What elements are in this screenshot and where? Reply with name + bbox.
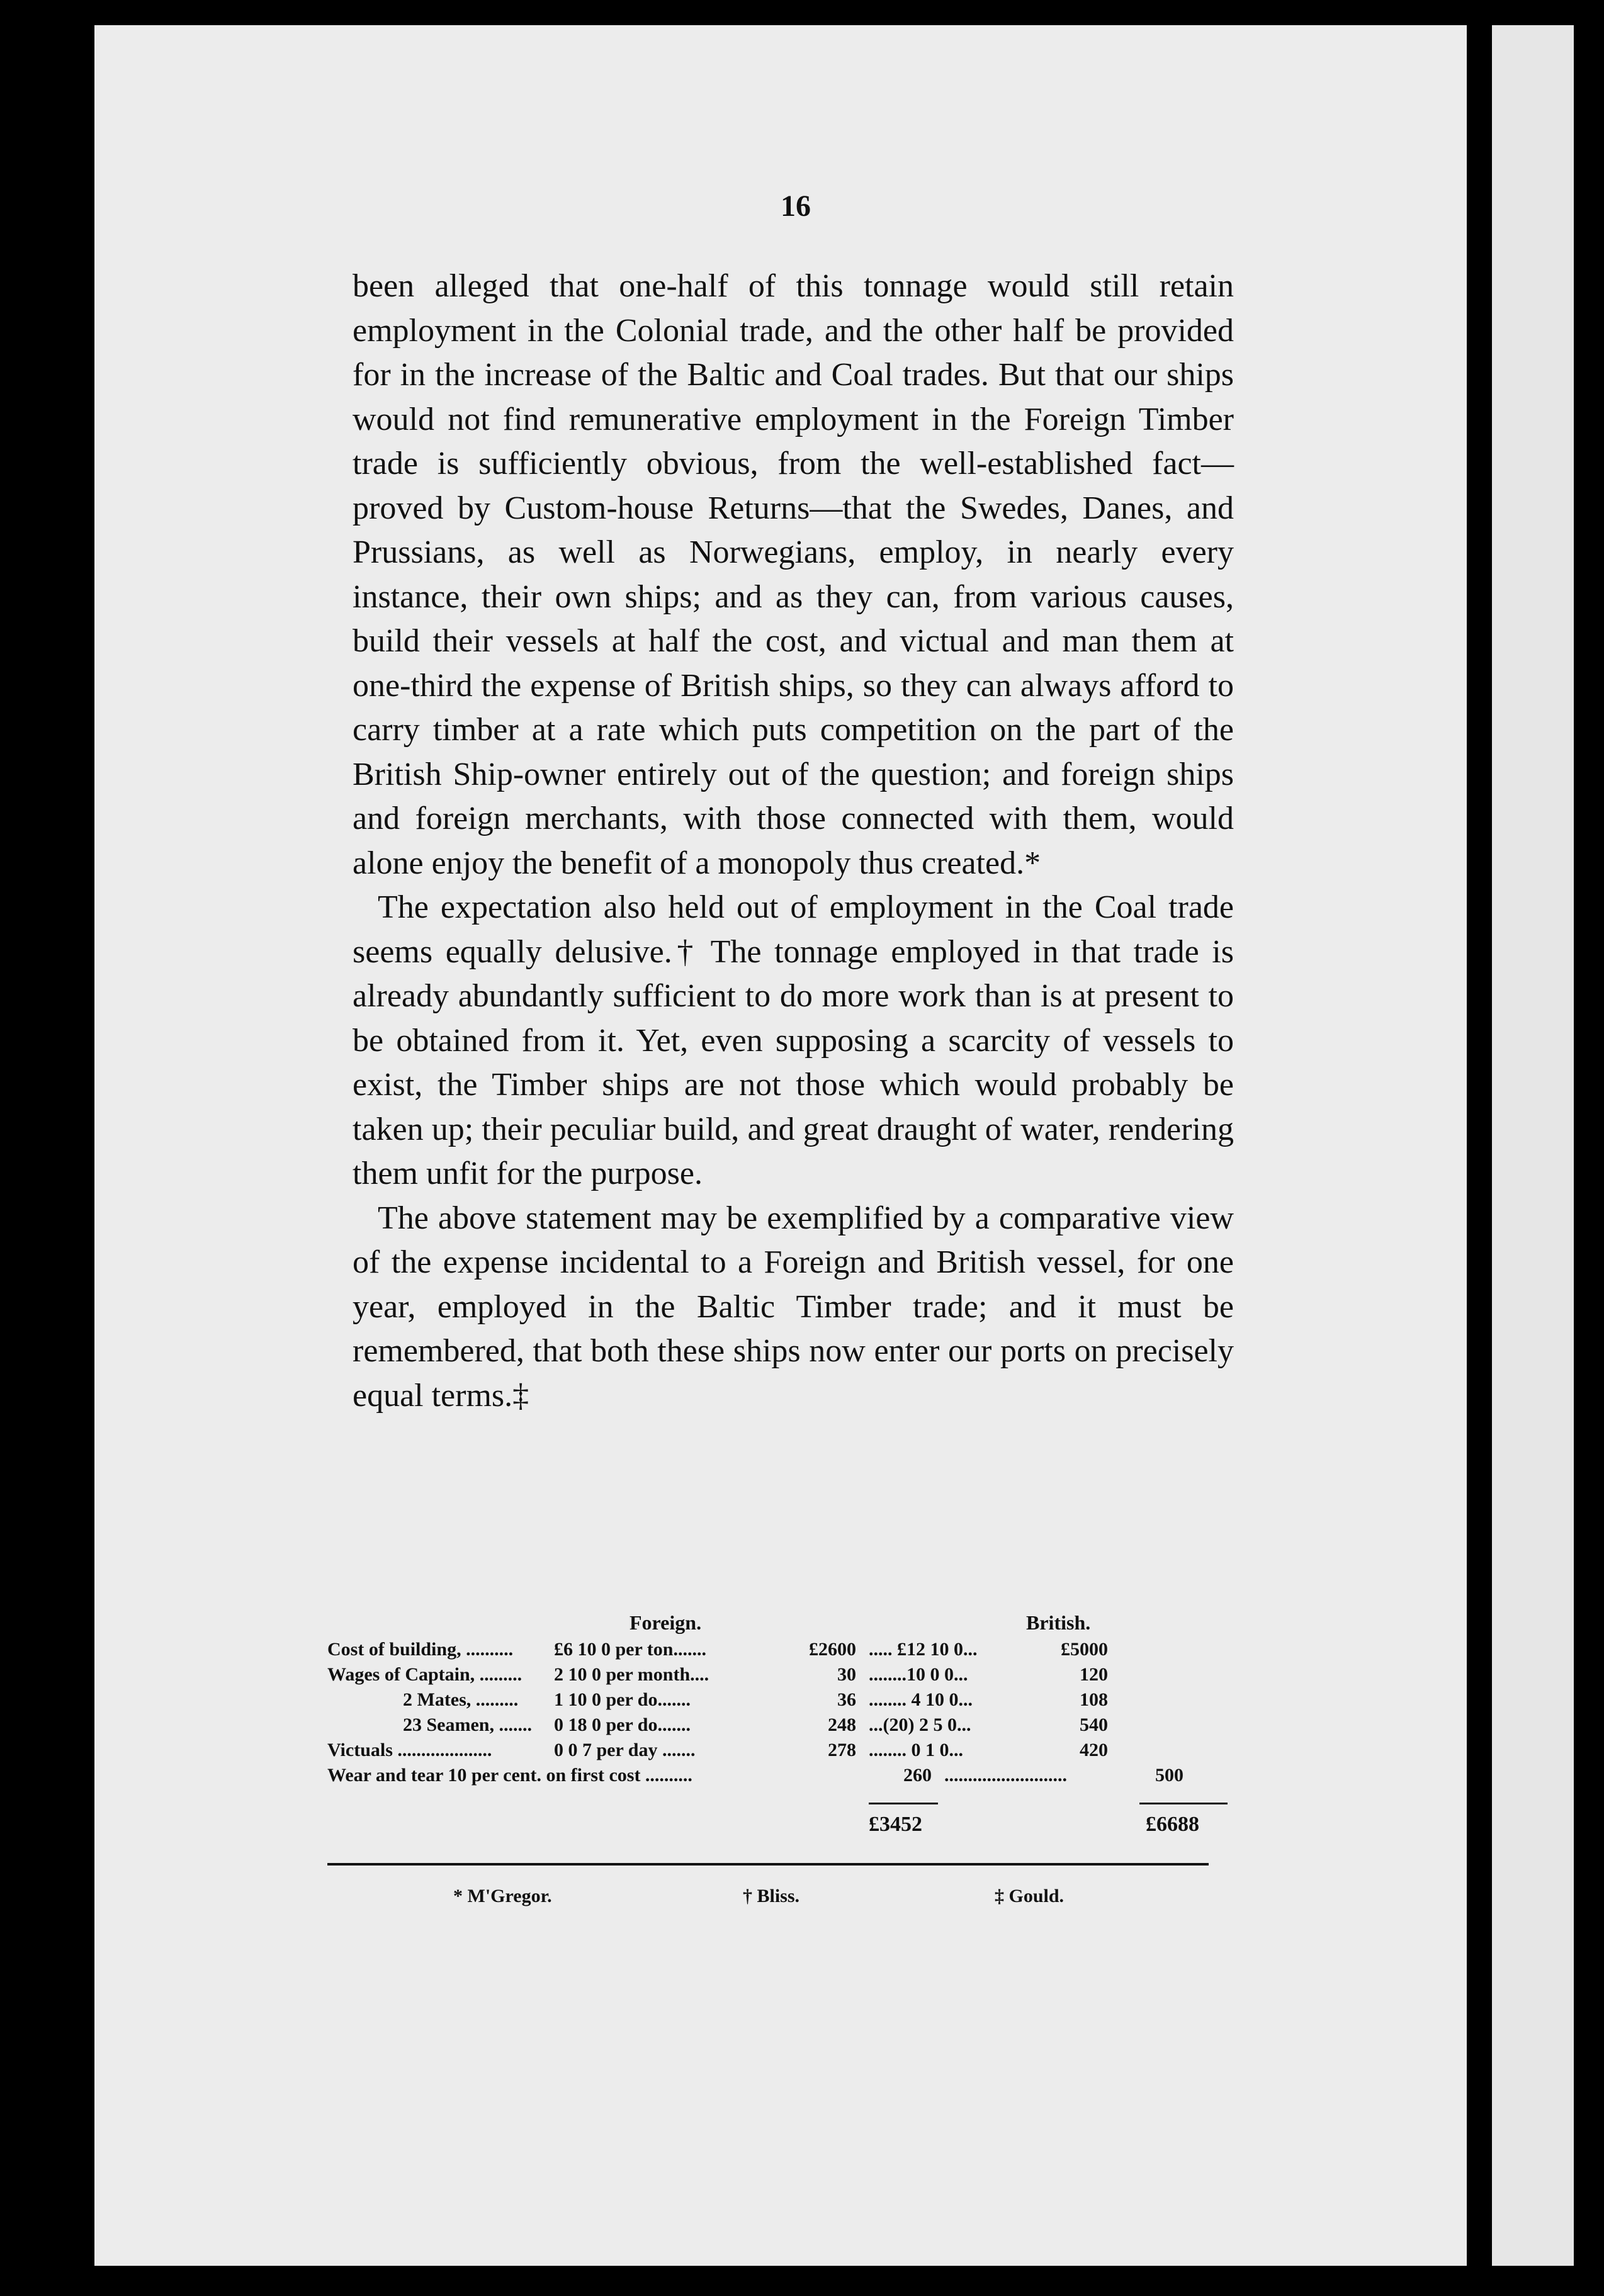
foreign-rate: 1 10 0 per do.......: [554, 1689, 691, 1710]
header-british: British.: [1026, 1611, 1091, 1634]
table-row: [327, 1664, 1234, 1689]
foreign-total: 30: [837, 1664, 856, 1685]
table-row: [327, 1689, 1234, 1714]
foreign-total: 36: [837, 1689, 856, 1710]
body-text: [353, 264, 1234, 1418]
footnote-double-dagger: ‡ Gould.: [995, 1886, 1065, 1906]
foreign-rate: 0 18 0 per do.......: [554, 1714, 691, 1735]
table-row: [327, 1740, 1234, 1765]
british-rate: ........ 4 10 0...: [869, 1689, 973, 1710]
expense-table: [327, 1611, 1234, 1853]
row-label: Wages of Captain, .........: [327, 1664, 522, 1685]
total-british: £6688: [1146, 1813, 1199, 1836]
adjacent-page-edge: [1492, 25, 1574, 2266]
british-total: 500: [1155, 1765, 1183, 1786]
foreign-total-rule: [869, 1803, 938, 1804]
british-rate: ........10 0 0...: [869, 1664, 968, 1685]
british-total-rule: [1139, 1803, 1228, 1804]
foreign-rate: 2 10 0 per month....: [554, 1664, 709, 1685]
paragraph-1: been alleged that one-half of this tonnage would still retain employment in the Colonial trade, and the other half be provided for in the increase of the Baltic and Coal trades. But that our ships would not find remunerative employment in the Foreign Timber trade is sufficiently obvious, from the well-established fact—proved by Custom-house Returns—that the Swedes, Danes, and Prussians, as well as Norwegians, employ, in nearly every instance, their own ships; and as they can, from various causes, build their vessels at half the cost, and victual and man them at one-third the expense of British ships, so they can always afford to carry timber at a rate which puts competition on the part of the British Ship-owner entirely out of the question; and foreign ships and foreign merchants, with those connected with them, would alone enjoy the benefit of a monopoly thus created.*: [353, 268, 1234, 881]
british-rate: ..... £12 10 0...: [869, 1639, 978, 1660]
foreign-total: 278: [828, 1740, 856, 1760]
table-row: [327, 1765, 1234, 1790]
row-label: Cost of building, ..........: [327, 1639, 514, 1660]
table-row: [327, 1714, 1234, 1740]
row-label: 23 Seamen, .......: [403, 1714, 532, 1735]
foreign-total: 260: [903, 1765, 932, 1786]
british-total: 540: [1080, 1714, 1108, 1735]
total-foreign: £3452: [869, 1813, 922, 1836]
paragraph-3: The above statement may be exemplified by a comparative view of the expense incidental to a Foreign and British vessel, for one year, employed in the Baltic Timber trade; and it must be remembered, that both these ships now enter our ports on precisely equal terms.‡: [353, 1200, 1234, 1414]
foreign-total: £2600: [809, 1639, 856, 1660]
header-foreign: Foreign.: [630, 1611, 702, 1634]
row-label: Wear and tear 10 per cent. on first cost ..........: [327, 1765, 692, 1786]
totals-row: [327, 1796, 1234, 1853]
table-header: [327, 1611, 1234, 1639]
british-total: 108: [1080, 1689, 1108, 1710]
british-total: £5000: [1061, 1639, 1108, 1660]
paragraph-2: The expectation also held out of employment in the Coal trade seems equally delusive.† The tonnage employed in that trade is already abundantly sufficient to do more work than is at present to be obtained from it. Yet, even supposing a scarcity of vessels to exist, the Timber ships are not those which would probably be taken up; their peculiar build, and great draught of water, rendering them unfit for the purpose.: [353, 889, 1234, 1191]
british-rate: ..........................: [944, 1765, 1067, 1786]
british-rate: ........ 0 1 0...: [869, 1740, 963, 1760]
footnote-dagger: † Bliss.: [743, 1886, 800, 1906]
footnote-star: * M'Gregor.: [453, 1886, 552, 1906]
row-label: 2 Mates, .........: [403, 1689, 519, 1710]
foreign-rate: 0 0 7 per day .......: [554, 1740, 696, 1760]
row-label: Victuals ....................: [327, 1740, 492, 1760]
foreign-rate: £6 10 0 per ton.......: [554, 1639, 706, 1660]
table-row: [327, 1639, 1234, 1664]
page-number: 16: [781, 189, 811, 223]
footnote-divider: [327, 1863, 1209, 1866]
foreign-total: 248: [828, 1714, 856, 1735]
british-total: 420: [1080, 1740, 1108, 1760]
british-total: 120: [1080, 1664, 1108, 1685]
british-rate: ...(20) 2 5 0...: [869, 1714, 971, 1735]
